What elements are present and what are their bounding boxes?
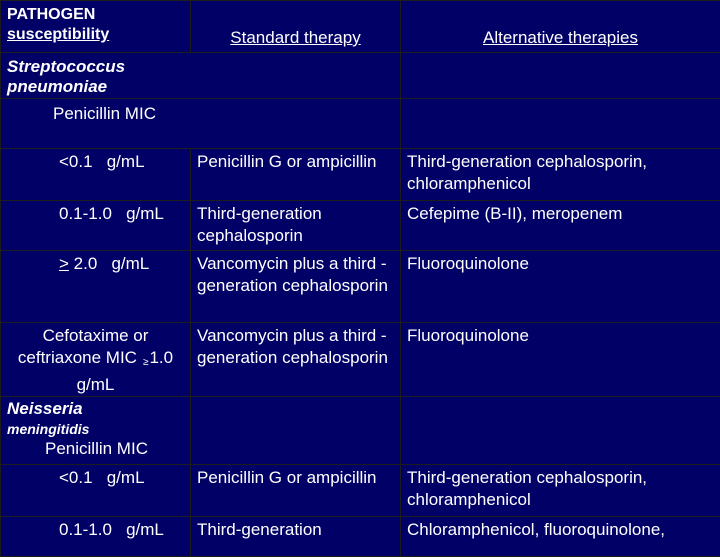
table-row [1, 149, 720, 201]
table-row [1, 251, 720, 323]
neisseria-row2-mic: 0.1-1.0 g/mL [1, 517, 191, 557]
strep-row3-mic-value: 2.0 g/mL [69, 254, 149, 273]
strep-cefo-line3: g/mL [5, 374, 186, 396]
strep-row1-standard: Penicillin G or ampicillin [191, 149, 401, 201]
strep-row1-alternative: Third-generation cephalosporin, chloramphenicol [401, 149, 720, 201]
strep-row3-mic-symbol: > [59, 254, 69, 273]
header-row [1, 1, 720, 53]
strep-row1-mic: <0.1 g/mL [1, 149, 191, 201]
strep-mic-label: Penicillin MIC [1, 99, 401, 149]
neisseria-row1-standard: Penicillin G or ampicillin [191, 465, 401, 517]
strep-row2-standard: Third-generation cephalosporin [191, 201, 401, 251]
strep-name-line1: Streptococcus [7, 57, 400, 77]
neisseria-row1-mic: <0.1 g/mL [1, 465, 191, 517]
table-row [1, 323, 720, 397]
neisseria-section-empty-3 [401, 397, 720, 465]
header-pathogen-line1: PATHOGEN [7, 6, 95, 23]
header-alternative [401, 1, 720, 53]
strep-cefo-line2 [5, 347, 186, 374]
strep-cefo-standard: Vancomycin plus a third -generation cephalosporin [191, 323, 401, 397]
strep-section-empty [401, 53, 720, 99]
neisseria-row2-standard: Third-generation [191, 517, 401, 557]
table-row [1, 517, 720, 557]
strep-row3-alternative: Fluoroquinolone [401, 251, 720, 323]
strep-row2-alternative: Cefepime (B-II), meropenem [401, 201, 720, 251]
strep-mic-row [1, 99, 720, 149]
neisseria-name-line1: Neisseria [7, 399, 190, 419]
header-standard-label: Standard therapy [230, 28, 360, 47]
strep-cefo-line2-text: ceftriaxone MIC [18, 348, 137, 367]
neisseria-section-empty-2 [191, 397, 401, 465]
strep-name [1, 53, 401, 99]
strep-row3-standard: Vancomycin plus a third -generation cephalosporin [191, 251, 401, 323]
strep-cefo-value: 1.0 [149, 348, 173, 367]
strep-cefo-line1: Cefotaxime or [5, 325, 186, 347]
neisseria-section-row [1, 397, 720, 465]
neisseria-name [1, 397, 191, 465]
strep-cefo-alternative: Fluoroquinolone [401, 323, 720, 397]
table-row [1, 465, 720, 517]
header-alternative-label: Alternative therapies [483, 28, 638, 47]
header-pathogen-line2: susceptibility [7, 25, 190, 45]
table-row [1, 201, 720, 251]
header-pathogen [1, 1, 191, 53]
strep-section-row [1, 53, 720, 99]
neisseria-mic-label: Penicillin MIC [7, 439, 190, 459]
strep-cefo-criteria [1, 323, 191, 397]
strep-cefo-symbol: ≥ [143, 357, 149, 368]
strep-row3-mic [1, 251, 191, 323]
neisseria-row2-alternative: Chloramphenicol, fluoroquinolone, [401, 517, 720, 557]
strep-row2-mic: 0.1-1.0 g/mL [1, 201, 191, 251]
neisseria-name-line2: meningitidis [7, 419, 190, 439]
strep-mic-empty [401, 99, 720, 149]
header-standard [191, 1, 401, 53]
strep-name-line2: pneumoniae [7, 77, 400, 97]
neisseria-row1-alternative: Third-generation cephalosporin, chloramphenicol [401, 465, 720, 517]
